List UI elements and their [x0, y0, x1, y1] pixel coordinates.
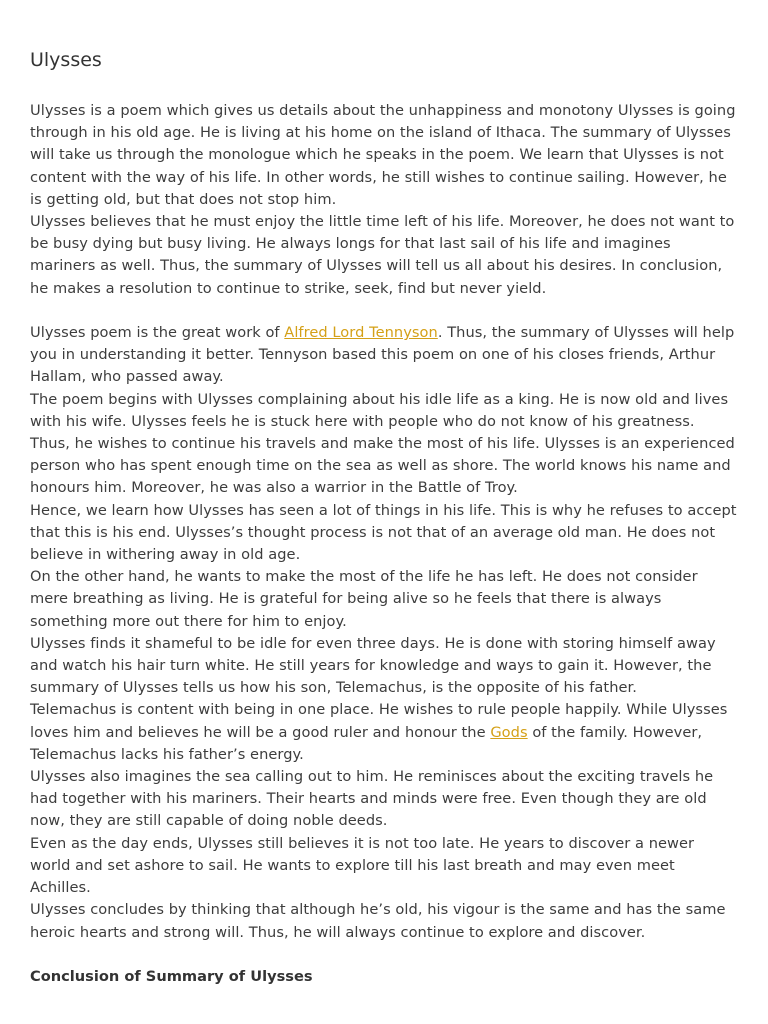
paragraph-author	[30, 322, 738, 389]
paragraph-author-text-before: Ulysses poem is the great work of	[30, 324, 285, 342]
paragraph-travels: Thus, he wishes to continue his travels and make the most of his life. Ulysses is an experienced person who has spent enough time on the sea as well as shore. The world knows his name and honours him. Moreover, he was also a warrior in the Battle of Troy.	[30, 435, 735, 497]
paragraph-refuses-end: Hence, we learn how Ulysses has seen a lot of things in his life. This is why he refuses to accept that this is his end. Ulysses’s thought process is not that of an average old man. He does not believe in withering away in old age.	[30, 501, 737, 564]
paragraph-poem-begins: The poem begins with Ulysses complaining about his idle life as a king. He is now old and lives with his wife. Ulysses feels he is stuck here with people who do not know of his greatness.	[30, 390, 729, 430]
paragraph-make-most: On the other hand, he wants to make the most of the life he has left. He does not consider mere breathing as living. He is grateful for being alive so he feels that there is always something more out there for him to enjoy.	[30, 568, 698, 630]
conclusion-heading: Conclusion of Summary of Ulysses	[30, 967, 313, 985]
paragraph-idle-shame: Ulysses finds it shameful to be idle for even three days. He is done with storing himself away and watch his hair turn white. He still years for knowledge and ways to gain it. However, the summary of Ulysses tells us how his son, Telemachus, is the opposite of his father.	[30, 634, 716, 697]
article-title: Ulysses	[30, 49, 102, 71]
paragraph-telemachus-text-before: Telemachus is content with being in one place. He wishes to rule people happily. While Ulysses loves him and believes he will be a good ruler and honour the	[30, 701, 728, 741]
gods-link[interactable]: Gods	[490, 723, 528, 741]
paragraph-telemachus-text-after: of the family. However, Telemachus lacks his father’s energy.	[30, 723, 703, 763]
paragraph-telemachus	[30, 699, 738, 766]
paragraph-beliefs: Ulysses believes that he must enjoy the little time left of his life. Moreover, he does not want to be busy dying but busy living. He always longs for that last sail of his life and imagines mariners as well. Thus, the summary of Ulysses will tell us all about his desires. In conclusion, he makes a resolution to continue to strike, seek, find but never yield.	[30, 213, 735, 297]
paragraph-concludes: Ulysses concludes by thinking that although he’s old, his vigour is the same and has the same heroic hearts and strong will. Thus, he will always continue to explore and discover.	[30, 901, 726, 941]
paragraph-spacer	[30, 300, 738, 322]
paragraph-intro: Ulysses is a poem which gives us details about the unhappiness and monotony Ulysses is going through in his old age. He is living at his home on the island of Ithaca. The summary of Ulysses will take us through the monologue which he speaks in the poem. We learn that Ulysses is not content with the way of his life. In other words, he still wishes to continue sailing. However, he is getting old, but that does not stop him.	[30, 102, 736, 208]
paragraph-author-text-after: . Thus, the summary of Ulysses will help you in understanding it better. Tennyson based this poem on one of his closes friends, Arthur Hallam, who passed away.	[30, 324, 735, 386]
paragraph-sea-calling: Ulysses also imagines the sea calling out to him. He reminisces about the exciting travels he had together with his mariners. Their hearts and minds were free. Even though they are old now, they are still capable of doing noble deeds.	[30, 768, 714, 830]
tennyson-link[interactable]: Alfred Lord Tennyson	[284, 324, 438, 342]
paragraph-spacer	[30, 944, 738, 966]
paragraph-not-too-late: Even as the day ends, Ulysses still believes it is not too late. He years to discover a newer world and set ashore to sail. He wants to explore till his last breath and may even meet Achilles.	[30, 834, 695, 897]
